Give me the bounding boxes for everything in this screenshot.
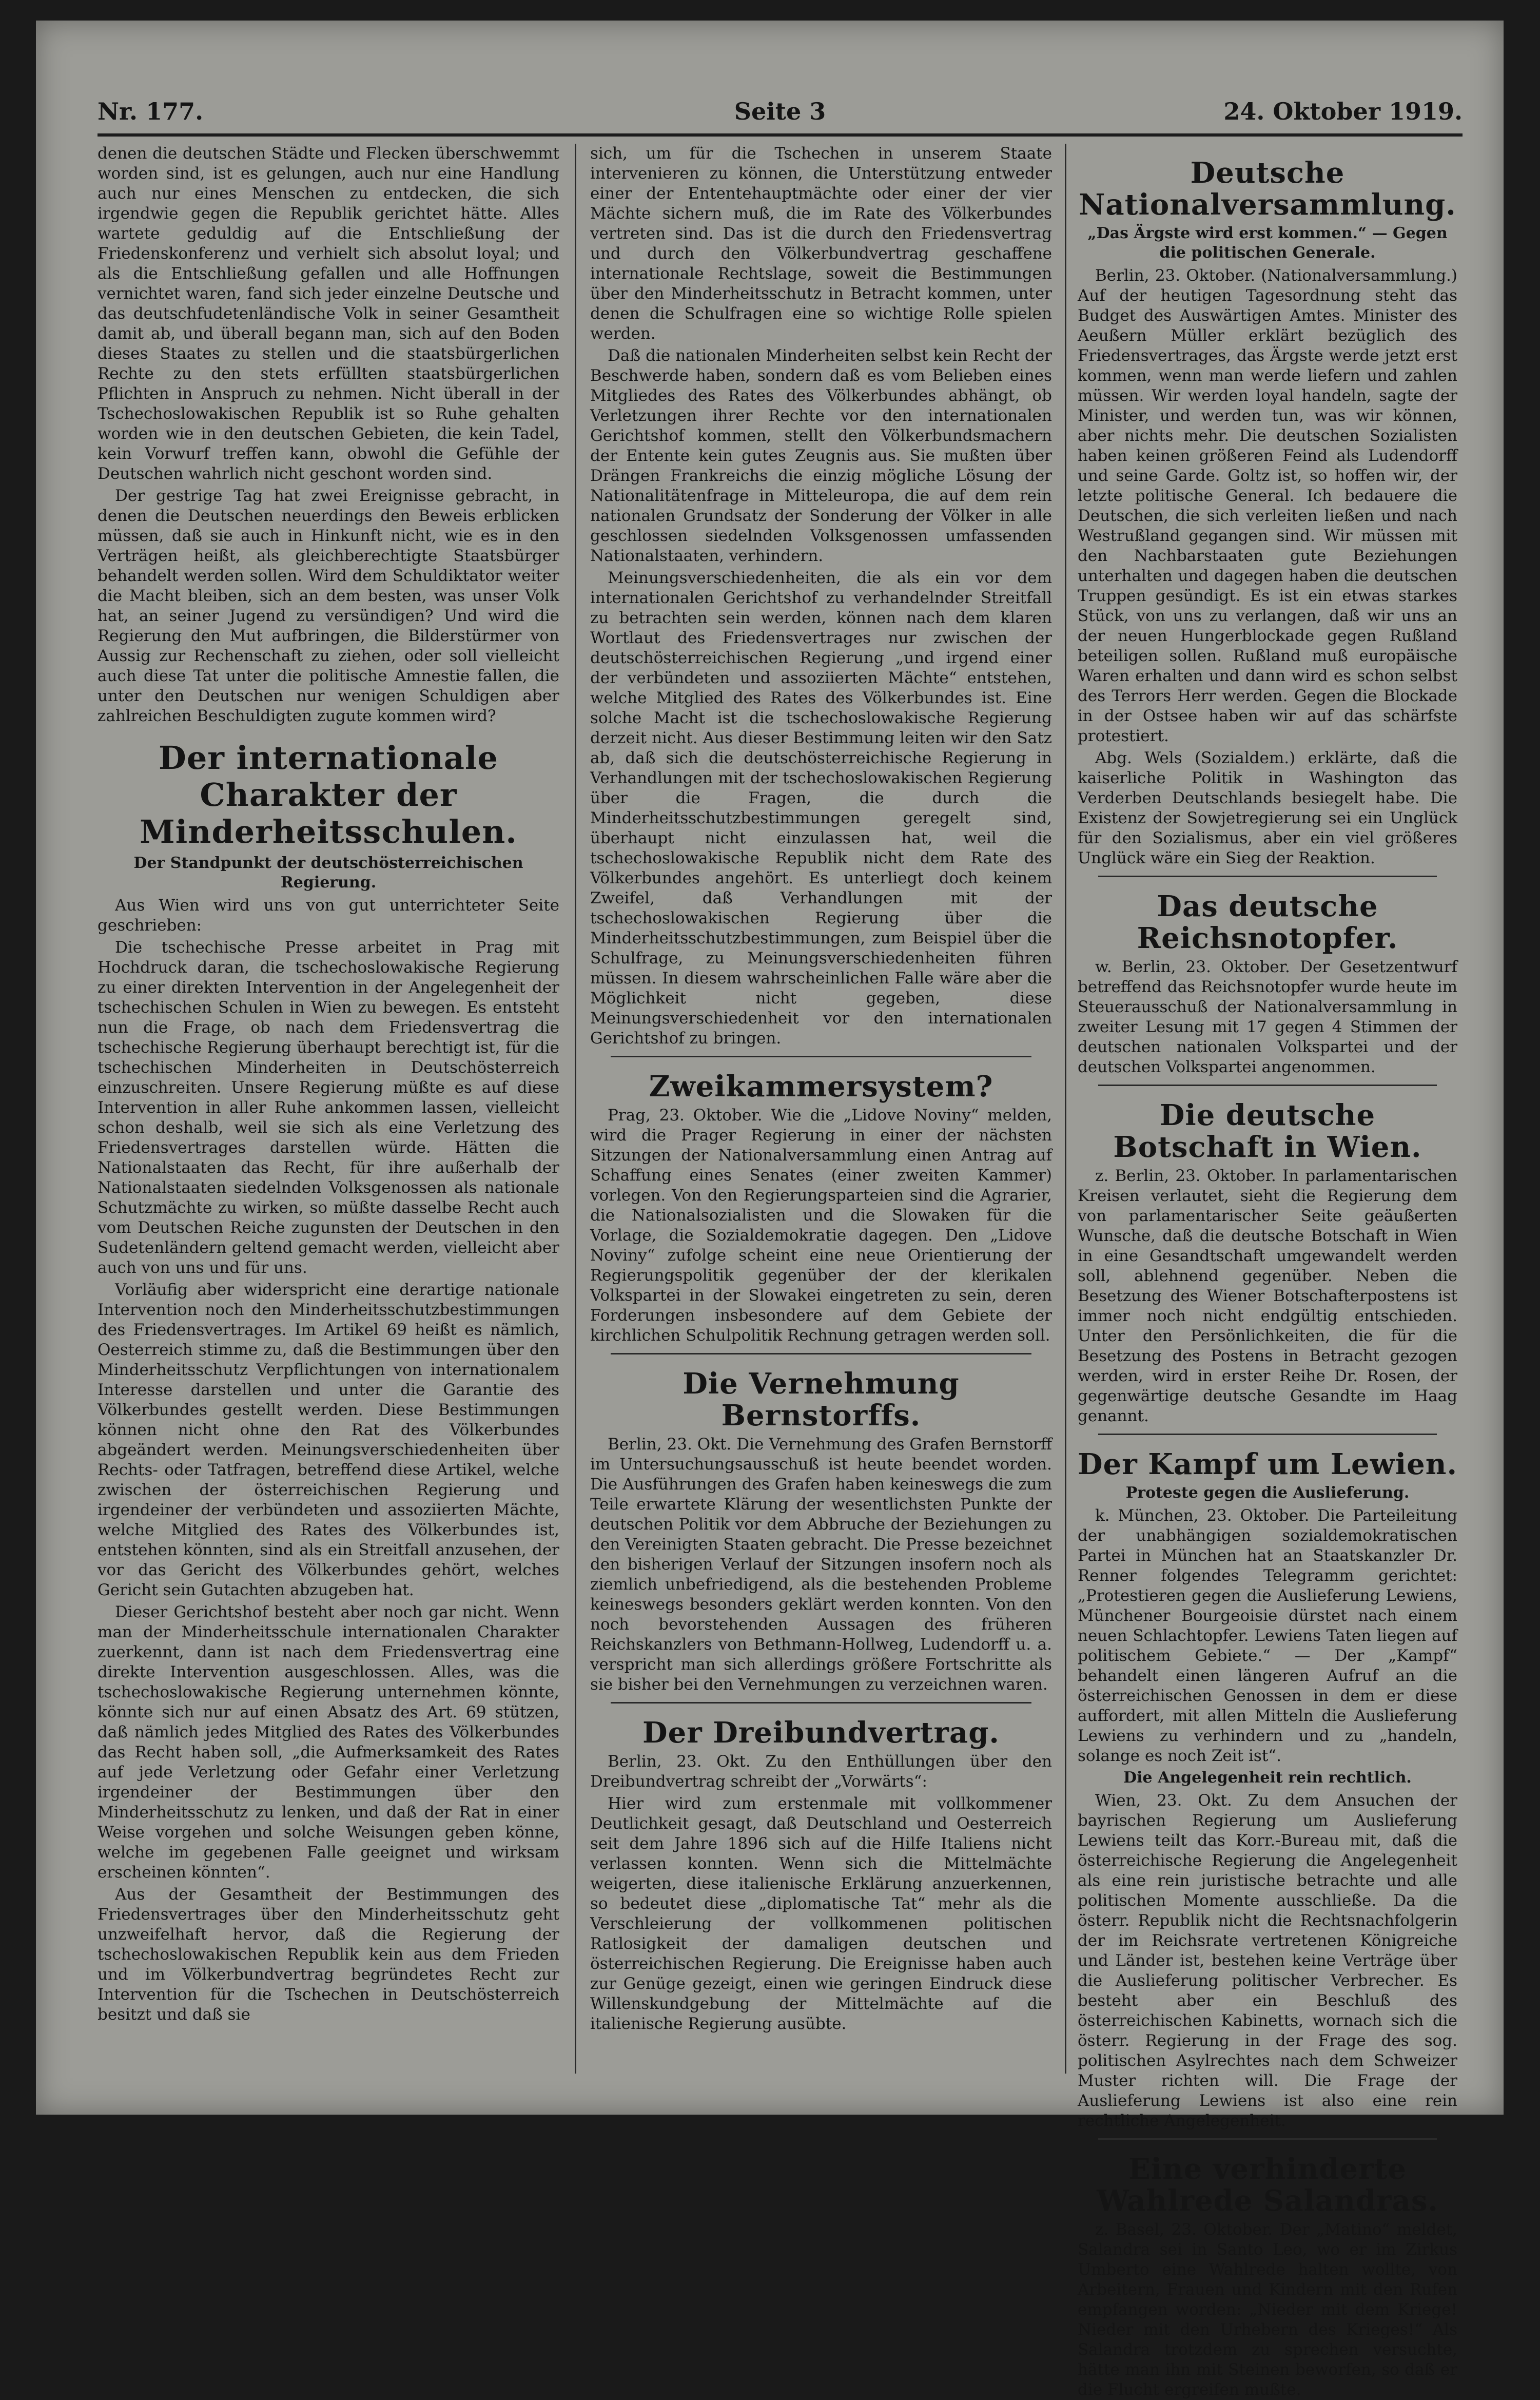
article-paragraph: z. Berlin, 23. Oktober. In parlamentarischen Kreisen verlautet, sieht die Regierung dem von parlamentarischer Seite geäußerten Wunsche, daß die deutsche Botschaft in Wien in eine Gesandtschaft umgewandelt werden soll, ablehnend gegenüber. Neben die Besetzung des Wiener Botschafterpostens ist immer noch nicht endgültig entschieden. Unter den Persönlichkeiten, die für die Besetzung des Postens in Betracht gezogen werden, wird in erster Reihe Dr. Rosen, der gegenwärtige deutsche Gesandte im Haag genannt. [1078,1167,1457,1425]
article-paragraph: Aus Wien wird uns von gut unterrichteter Seite geschrieben: [98,896,559,935]
article-paragraph: Die tschechische Presse arbeitet in Prag mit Hochdruck daran, die tschechoslowakische Regierung zu einer direkten Intervention in der Angelegenheit der tschechischen Schulen in Wien zu bewegen. Es entsteht nun die Frage, ob nach dem Friedensvertrag die tschechische Regierung überhaupt berechtigt ist, für die tschechischen Minderheiten in Deutschösterreich einzuschreiten. Unsere Regierung müßte es auf diese Intervention in aller Ruhe ankommen lassen, vielleicht schon deshalb, weil sie sich als eine Verletzung des Friedensvertrages darstellen würde. Hätten die Nationalstaaten das Recht, für ihre außerhalb der Nationalstaaten siedelnden Volksgenossen als nationale Schutzmächte zu wirken, so müßte dasselbe Recht auch vom Deutschen Reiche zugunsten der Deutschen in den Sudetenländern geltend gemacht werden, vielleicht aber auch von uns und für uns. [98,938,559,1277]
section-divider [1098,876,1437,877]
article-paragraph: k. München, 23. Oktober. Die Parteileitung der unabhängigen sozialdemokratischen Partei in München hat an Staatskanzler Dr. Renner folgendes Telegramm gerichtet: „Protestieren gegen die Auslieferung Lewiens, Münchener Bourgeoisie dürstet nach einem neuen Schlachtopfer. Lewiens Taten liegen auf politischem Gebiete.“ — Der „Kampf“ behandelt einen längeren Aufruf an die österreichischen Genossen in dem er diese auffordert, mit allen Mitteln die Auslieferung Lewiens zu verhindern und zu „handeln, solange es noch Zeit ist“. [1078,1506,1457,1765]
headline-salandra: Eine verhinderte Wahlrede Salandras. [1097,2152,1438,2218]
article-paragraph: Daß die nationalen Minderheiten selbst kein Recht der Beschwerde haben, sondern daß es vom Belieben eines Mitgliedes des Rates des Völkerbundes abhängt, ob Verletzungen ihrer Rechte vor den internationalen Gerichtshof kommen, stellt den Völkerbundsmachern der Entente kein gutes Zeugnis aus. Sie mußten über Drängen Frankreichs die einzig mögliche Lösung der Nationalitätenfrage in Mitteleuropa, die auf dem rein nationalen Grundsatz der Sonderung der Völker in alle geschlossen siedelnden Volksgenossen umfassenden Nationalstaaten, verhindern. [590,346,1052,565]
column-3 [1078,144,1457,2399]
article-paragraph: Hier wird zum erstenmale mit vollkommener Deutlichkeit gesagt, daß Deutschland und Oesterreich seit dem Jahre 1896 sich auf die Hilfe Italiens nicht verlassen konnten. Wenn sich die Mittelmächte weigerten, diese italienische Erklärung anzuerkennen, so bedeutet diese „diplomatische Tat“ mehr als die Verschleierung der vollkommenen politischen Ratlosigkeit der damaligen deutschen und österreichischen Regierung. Die Ereignisse haben auch zur Genüge gezeigt, einen wie geringen Eindruck diese Willenskundgebung der Mittelmächte auf die italienische Regierung ausübte. [590,1794,1052,2033]
subheadline: Proteste gegen die Auslieferung. [1125,1484,1410,1502]
headline-zweikammersystem: Zweikammersystem? [649,1070,993,1104]
column-2 [590,144,1052,2074]
newspaper-page [36,21,1504,2399]
page-number: Seite 3 [734,98,826,125]
article-paragraph: denen die deutschen Städte und Flecken überschwemmt worden sind, ist es gelungen, auch nur eine Handlung auch nur eines Menschen zu entdecken, die sich irgendwie gegen die Republik gerichtet hätte. Alles wartete geduldig auf die Entschließung der Friedenskonferenz und verhielt sich absolut loyal; und als die Entschließung gefallen und alle Hoffnungen vernichtet waren, fand sich jeder einzelne Deutsche und das deutschfudetenländische Volk in seiner Gesamtheit damit ab, und überall begann man, sich auf den Boden dieses Staates zu stellen und die staatsbürgerlichen Rechte zu den stets erfüllten staatsbürgerlichen Pflichten in Anspruch zu nehmen. Nicht überall in der Tschechoslowakischen Republik ist so Ruhe gehalten worden wie in den deutschen Gebieten, die kein Tadel, kein Vorwurf treffen kann, obwohl die Gefühle der Deutschen wahrlich nicht geschont worden sind. [98,144,559,483]
article-paragraph: Berlin, 23. Oktober. (Nationalversammlung.) Auf der heutigen Tagesordnung steht das Budget des Auswärtigen Amtes. Minister des Aeußern Müller erklärt bezüglich des Friedensvertrages, das Ärgste werde jetzt erst kommen, wenn man werde liefern und zahlen müssen. Wir werden loyal handeln, sagte der Minister, und werden tun, was wir können, aber nichts mehr. Die deutschen Sozialisten haben keinen größeren Feind als Ludendorff und seine Garde. Goltz ist, so hoffen wir, der letzte politische General. Ich bedauere die Deutschen, die sich verleiten ließen und nach Westrußland gegangen sind. Wir müssen mit den Nachbarstaaten gute Beziehungen unterhalten und dagegen haben die deutschen Truppen gesündigt. Es ist ein etwas starkes Stück, von uns zu verlangen, daß wir uns an der neuen Hungerblockade gegen Rußland beteiligen sollen. Rußland muß europäische Waren erhalten und dann wird es schon selbst des Terrors Herr werden. Gegen die Blockade in der Ostsee haben wir auf das schärfste protestiert. [1078,266,1457,745]
section-divider [611,1056,1031,1057]
section-divider [611,1353,1031,1354]
column-rule [575,144,576,2074]
column-rule [1065,144,1066,2074]
section-divider [1098,2138,1437,2140]
section-divider [1098,1085,1437,1086]
article-paragraph: w. Berlin, 23. Oktober. Der Gesetzentwurf betreffend das Reichsnotopfer wurde heute im Steuerausschuß der Nationalversammlung in zweiter Lesung mit 17 gegen 4 Stimmen der deutschen nationalen Volkspartei und der deutschen Volkspartei angenommen. [1078,958,1457,1076]
article-paragraph: Dieser Gerichtshof besteht aber noch gar nicht. Wenn man der Minderheitsschule internationalen Charakter zuerkennt, dann ist nach dem Friedensvertrag eine direkte Intervention ausgeschlossen. Alles, was die tschechoslowakische Regierung unternehmen könnte, könnte sich nur auf einen Absatz des Art. 69 stützen, daß nämlich jedes Mitglied des Rates des Völkerbundes das Recht haben soll, „die Aufmerksamkeit des Rates auf jede Verletzung oder Gefahr einer Verletzung irgendeiner der Bestimmungen über den Minderheitsschutz zu lenken, und daß der Rat in einer Weise vorgehen und solche Weisungen geben könne, welche im gegebenen Falle geeignet und wirksam erscheinen könnten“. [98,1603,559,1882]
issue-number: Nr. 177. [98,98,204,125]
article-paragraph: Abg. Wels (Sozialdem.) erklärte, daß die kaiserliche Politik in Washington das Verderben Deutschlands besiegelt habe. Die Existenz der Sowjetregierung sei ein Unglück für den Sozialismus, aber ein viel größeres Unglück wäre ein Sieg der Reaktion. [1078,749,1457,867]
section-divider [611,1702,1031,1704]
article-paragraph: Berlin, 23. Okt. Zu den Enthüllungen über den Dreibundvertrag schreibt der „Vorwärts“: [590,1752,1052,1791]
subheadline: Die Angelegenheit rein rechtlich. [1123,1769,1412,1787]
column-1 [98,144,559,2074]
subheadline: Der Standpunkt der deutschösterreichischen Regierung. [133,854,523,892]
article-paragraph: Meinungsverschiedenheiten, die als ein vor dem internationalen Gerichtshof zu verhandelnder Streitfall zu betrachten sein werden, können nach dem klaren Wortlaut des Friedensvertrages nur zwischen der deutschösterreichischen Regierung „und irgend einer der verbündeten und assoziierten Mächte“ entstehen, welche Mitglied des Rates des Völkerbundes ist. Eine solche Macht ist die tschechoslowakische Regierung derzeit nicht. Aus dieser Bestimmung leiten wir den Satz ab, daß sich die deutschösterreichische Regierung in Verhandlungen mit der tschechoslowakischen Regierung über die Fragen, die durch die Minderheitsschutzbestimmungen geregelt sind, überhaupt nicht einzulassen hat, weil die tschechoslowakische Republik nicht dem Rate des Völkerbundes angehört. Es unterliegt doch keinem Zweifel, daß Verhandlungen mit der tschechoslowakischen Regierung über die Minderheitsschutzbestimmungen, zum Beispiel über die Schulfrage, zu Meinungsverschiedenheiten führen müssen. In diesem wahrscheinlichen Falle wäre aber die Möglichkeit nicht gegeben, diese Meinungsverschiedenheit vor den internationalen Gerichtshof zu bringen. [590,569,1052,1048]
article-paragraph: sich, um für die Tschechen in unserem Staate intervenieren zu können, die Unterstützung entweder einer der Ententehauptmächte oder einer der vier Mächte sichern muß, die im Rate des Völkerbundes vertreten sind. Das ist die durch den Friedensvertrag und durch den Völkerbundvertrag geschaffene internationale Rechtslage, soweit die Bestimmungen über den Minderheitsschutz in Betracht kommen, unter denen die Schulfragen eine so wichtige Rolle spielen werden. [590,144,1052,343]
article-paragraph: Wien, 23. Okt. Zu dem Ansuchen der bayrischen Regierung um Auslieferung Lewiens teilt das Korr.-Bureau mit, daß die österreichische Regierung die Angelegenheit als eine rein juristische betrachte und alle politischen Momente ausschließe. Da die österr. Republik nicht die Rechtsnachfolgerin der im Reichsrate vertretenen Königreiche und Länder ist, bestehen keine Verträge über die Auslieferung politischer Verbrecher. Es besteht aber ein Beschluß des österreichischen Kabinetts, wornach sich die österr. Regierung in der Frage des sog. politischen Asylrechtes nach dem Schweizer Muster richten will. Die Frage der Auslieferung Lewiens ist also eine rein rechtliche Angelegenheit. [1078,1791,1457,2130]
section-divider [1098,1434,1437,1435]
headline-dreibundvertrag: Der Dreibundvertrag. [642,1716,1000,1750]
headline-bernstorff: Die Vernehmung Bernstorffs. [683,1367,960,1433]
headline-botschaft: Die deutsche Botschaft in Wien. [1113,1098,1422,1164]
issue-date: 24. Oktober 1919. [1223,98,1463,125]
article-paragraph: Der gestrige Tag hat zwei Ereignisse gebracht, in denen die Deutschen neuerdings den Beweis erblicken müssen, daß sie auch in Hinkunft nicht, wie es in den Verträgen heißt, als gleichberechtigte Staatsbürger behandelt werden sollen. Wird dem Schuldiktator weiter die Macht bleiben, sich an dem besten, was unser Volk hat, an seiner Jugend zu versündigen? Und wird die Regierung den Mut aufbringen, die Bilderstürmer von Aussig zur Rechenschaft zu ziehen, oder soll vielleicht auch diese Tat unter die politische Amnestie fallen, die unter den Deutschen nur wenigen Schuldigen aber zahlreichen Beschuldigten zugute kommen wird? [98,487,559,725]
subheadline: „Das Ärgste wird erst kommen.“ — Gegen die politischen Generale. [1087,224,1448,262]
article-paragraph: Aus der Gesamtheit der Bestimmungen des Friedensvertrages über den Minderheitsschutz geht unzweifelhaft hervor, daß die Regierung der tschechoslowakischen Republik kein aus dem Frieden und im Völkerbundvertrag begründetes Recht zur Intervention für die Tschechen in Deutschösterreich besitzt und daß sie [98,1885,559,2024]
article-paragraph: Prag, 23. Oktober. Wie die „Lidove Noviny“ melden, wird die Prager Regierung in einer der nächsten Sitzungen der Nationalversammlung einen Antrag auf Schaffung eines Senates (einer zweiten Kammer) vorlegen. Von den Regierungsparteien sind die Agrarier, die Nationalsozialisten und die Slowaken für die Vorlage, die Sozialdemokratie dagegen. Den „Lidove Noviny“ zufolge scheint eine neue Orientierung der Regierungspolitik gegenüber der der klerikalen Volkspartei in der Slowakei eingetreten zu sein, deren Forderungen insbesondere auf dem Gebiete der kirchlichen Schulpolitik Rechnung getragen werden soll. [590,1106,1052,1345]
headline-reichsnotopfer: Das deutsche Reichsnotopfer. [1137,889,1398,955]
headline-nationalversammlung: Deutsche Nationalversammlung. [1079,156,1456,222]
article-paragraph: z. Basel, 23. Oktober. Der „Matino“ meldet, Salandra sei in Santo Leo, wo er im Zirkus Umberto eine Wahlrede halten wollte, von Arbeitern, Frauen und Kindern mit den Rufen empfangen worden: „Nieder mit dem Kriege! Nieder mit den Urhebern des Krieges!“ Als Salandra trotzdem zu sprechen versuchte, hätte man ihn mit Steinen beworfen, so daß er die Flucht ergreifen mußte. [1078,2220,1457,2399]
headline-minderheitsschulen: Der internationale Charakter der Minderheitsschulen. [140,739,517,850]
article-paragraph: Berlin, 23. Okt. Die Vernehmung des Grafen Bernstorff im Untersuchungsausschuß ist heute beendet worden. Die Ausführungen des Grafen haben keineswegs die zum Teile erwartete Klärung der wesentlichsten Punkte der deutschen Politik vor dem Abbruche der Beziehungen zu den Vereinigten Staaten gebracht. Die Presse bezeichnet den bisherigen Verlauf der Sitzungen insofern noch als ziemlich unbefriedigend, als die bestehenden Probleme keineswegs besonders geklärt werden konnten. Von den noch bevorstehenden Aussagen des früheren Reichskanzlers von Bethmann-Hollweg, Ludendorff u. a. verspricht man sich allerdings größere Fortschritte als sie bisher bei den Vernehmungen zu verzeichnen waren. [590,1435,1052,1694]
headline-lewien: Der Kampf um Lewien. [1078,1447,1457,1481]
page-header [98,77,1463,137]
article-paragraph: Vorläufig aber widerspricht eine derartige nationale Intervention noch den Minderheitsschutzbestimmungen des Friedensvertrages. Im Artikel 69 heißt es nämlich, Oesterreich stimme zu, daß die Bestimmungen über den Minderheitsschutz Verpflichtungen von internationalem Interesse darstellen und unter die Garantie des Völkerbundes gestellt werden. Diese Bestimmungen können nicht ohne den Rat des Völkerbundes abgeändert werden. Meinungsverschiedenheiten über Rechts- oder Tatfragen, betreffend diese Artikel, welche zwischen der österreichischen Regierung und irgendeiner der verbündeten und assoziierten Mächte, welche Mitglied des Rates des Völkerbundes ist, entstehen könnten, sind als ein Streitfall anzusehen, der vor das Gericht des Völkerbundes gehört, welches Gericht sein Gutachten abzugeben hat. [98,1281,559,1599]
